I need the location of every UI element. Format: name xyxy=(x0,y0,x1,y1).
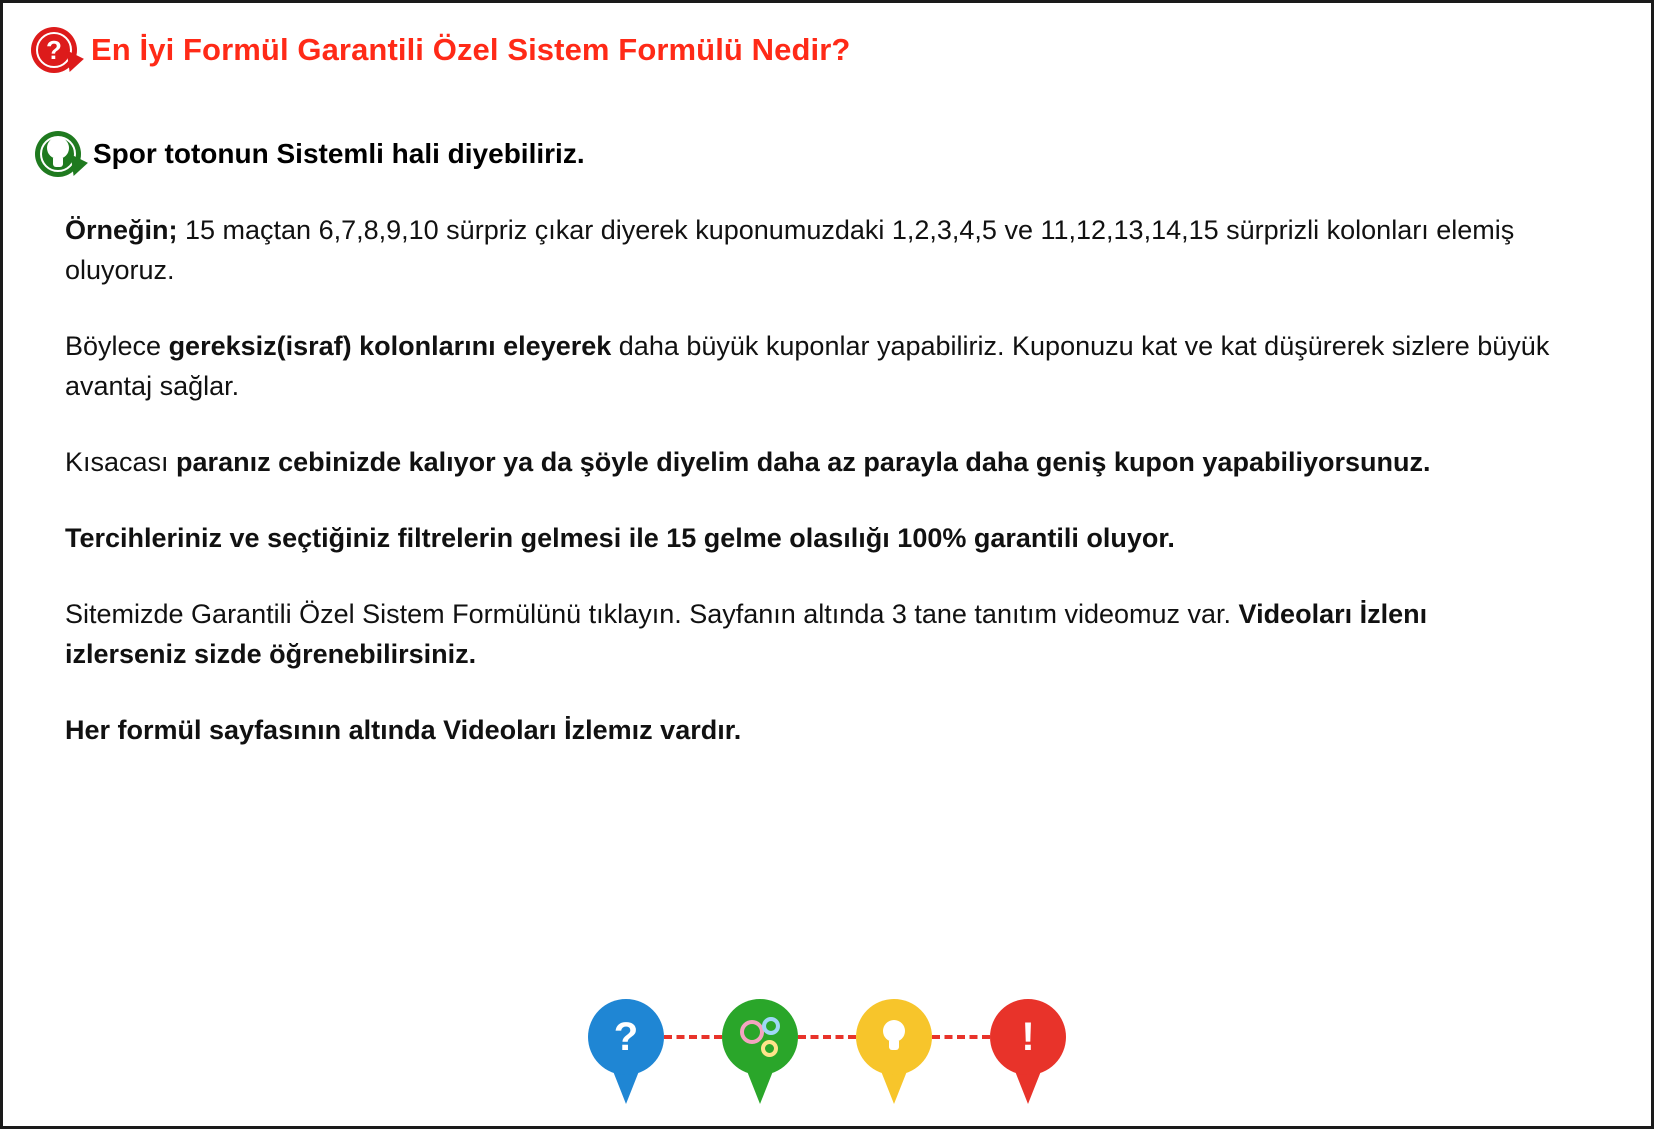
gears-pin-icon xyxy=(722,999,798,1104)
subtitle: Spor totonun Sistemli hali diyebiliriz. xyxy=(93,138,585,169)
paragraph-3-emphasis: paranız cebinizde kalıyor ya da şöyle diyelim daha az parayla daha geniş kupon yapabiliyorsunuz. xyxy=(176,446,1431,477)
lightbulb-pin-icon xyxy=(35,131,81,177)
paragraph-1-lead: Örneğin; xyxy=(65,215,178,245)
exclamation-pin-icon xyxy=(990,999,1066,1104)
paragraph-5-emphasis: Videoları İzlenı izlerseniz sizde öğrenebilirsiniz. xyxy=(65,598,1428,669)
paragraph-4: Tercihleriniz ve seçtiğiniz filtrelerin gelmesi ile 15 gelme olasılığı 100% garantili oluyor. xyxy=(65,522,1175,553)
paragraph-5-part-a: Sitemizde Garantili Özel Sistem Formülünü tıklayın. Sayfanın altında 3 tane tanıtım videomuz var. xyxy=(65,598,1239,629)
paragraph-2 xyxy=(65,327,1551,407)
paragraph-1-rest: 15 maçtan 6,7,8,9,10 sürpriz çıkar diyerek kuponumuzdaki 1,2,3,4,5 ve 11,12,13,14,15 sürprizli kolonları elemiş oluyoruz. xyxy=(65,215,1515,285)
exclamation-glyph: ! xyxy=(1021,1015,1035,1059)
dashed-connector xyxy=(932,1035,990,1039)
subheader-row xyxy=(35,131,1611,177)
dashed-connector xyxy=(664,1035,722,1039)
paragraph-1 xyxy=(65,211,1551,291)
body-text xyxy=(65,211,1551,751)
paragraph-3 xyxy=(65,443,1551,483)
document-content xyxy=(3,3,1651,751)
question-glyph: ? xyxy=(613,1015,639,1059)
paragraph-2-part-a: Böylece xyxy=(65,330,169,361)
footer-pin-row xyxy=(3,999,1651,1104)
page-title: En İyi Formül Garantili Özel Sistem Formülü Nedir? xyxy=(91,32,851,67)
question-mark-pin-icon xyxy=(588,999,664,1104)
question-mark-pin-icon: ? xyxy=(31,27,77,73)
paragraph-5 xyxy=(65,595,1551,675)
paragraph-2-emphasis: gereksiz(israf) kolonlarını eleyerek xyxy=(168,330,612,361)
lightbulb-pin-icon xyxy=(856,999,932,1104)
paragraph-2-part-b: daha büyük kuponlar yapabiliriz. Kuponuzu kat ve kat düşürerek sizlere büyük avantaj sağlar. xyxy=(65,330,1550,401)
paragraph-6: Her formül sayfasının altında Videoları İzlemız vardır. xyxy=(65,714,742,745)
paragraph-3-part-a: Kısacası xyxy=(65,446,177,477)
header-row xyxy=(31,27,1611,73)
dashed-connector xyxy=(798,1035,856,1039)
